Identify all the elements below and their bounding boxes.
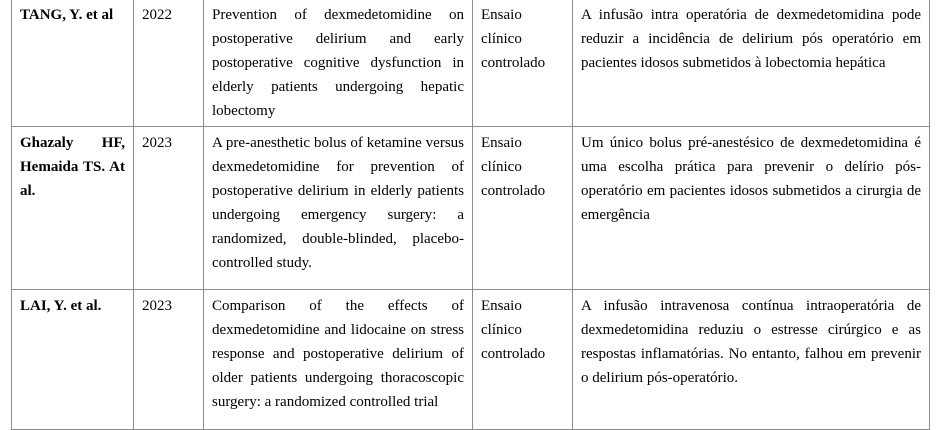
study-type-cell: Ensaio clínico controlado <box>473 0 573 127</box>
title-cell: A pre-anesthetic bolus of ketamine versus dexmedetomidine for prevention of postoperative delirium in elderly patients undergoing emergency surgery: a randomized, double-blinded, placebo-controlled study. <box>204 127 473 290</box>
author-cell: Ghazaly HF, Hemaida TS. At al. <box>12 127 134 290</box>
study-type-cell: Ensaio clínico controlado <box>473 127 573 290</box>
author-cell: TANG, Y. et al <box>12 0 134 127</box>
year-cell: 2023 <box>134 290 204 430</box>
title-cell: Prevention of dexmedetomidine on postoperative delirium and early postoperative cognitive dysfunction in elderly patients undergoing hepatic lobectomy <box>204 0 473 127</box>
table-row <box>12 290 930 430</box>
literature-table <box>11 0 930 430</box>
table-row <box>12 0 930 127</box>
title-cell: Comparison of the effects of dexmedetomidine and lidocaine on stress response and postoperative delirium of older patients undergoing thoracoscopic surgery: a randomized controlled trial <box>204 290 473 430</box>
author-cell: LAI, Y. et al. <box>12 290 134 430</box>
year-cell: 2023 <box>134 127 204 290</box>
study-type-cell: Ensaio clínico controlado <box>473 290 573 430</box>
result-cell: A infusão intra operatória de dexmedetomidina pode reduzir a incidência de delirium pós operatório em pacientes idosos submetidos à lobectomia hepática <box>573 0 930 127</box>
result-cell: A infusão intravenosa contínua intraoperatória de dexmedetomidina reduziu o estresse cirúrgico e as respostas inflamatórias. No entanto, falhou em prevenir o delirium pós-operatório. <box>573 290 930 430</box>
table-row <box>12 127 930 290</box>
result-cell: Um único bolus pré-anestésico de dexmedetomidina é uma escolha prática para prevenir o delírio pós-operatório em pacientes idosos submetidos a cirurgia de emergência <box>573 127 930 290</box>
year-cell: 2022 <box>134 0 204 127</box>
